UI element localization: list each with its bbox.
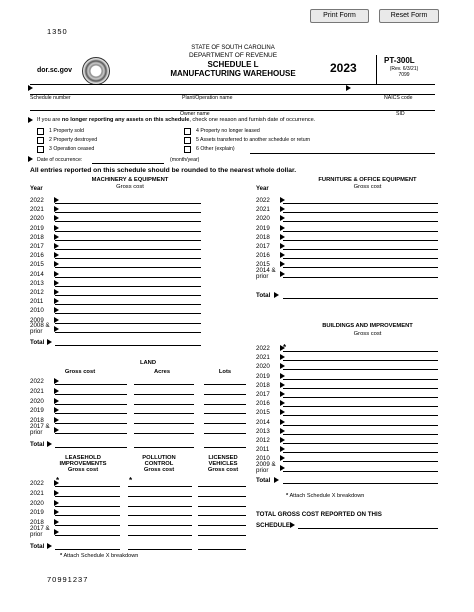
form-code: 1350 bbox=[47, 27, 68, 36]
reason-3-checkbox[interactable] bbox=[37, 146, 44, 153]
furniture-entry-field[interactable] bbox=[283, 240, 438, 241]
reason-4-label: 4 Property no longer leased bbox=[196, 128, 260, 134]
machinery-entry-field[interactable] bbox=[55, 323, 201, 324]
land-entry-field[interactable] bbox=[134, 423, 194, 424]
year-label: 2020 bbox=[30, 397, 44, 405]
leasehold-entry-field[interactable] bbox=[128, 496, 192, 497]
leasehold-entry-field[interactable] bbox=[198, 486, 246, 487]
year-label: 2013 bbox=[256, 427, 270, 435]
leasehold-entry-field[interactable] bbox=[55, 525, 120, 526]
land-title: LAND bbox=[139, 360, 157, 366]
buildings-entry-field[interactable] bbox=[283, 452, 438, 453]
machinery-entry-field[interactable] bbox=[55, 231, 201, 232]
buildings-sub: Gross cost bbox=[353, 331, 382, 337]
year-label: 2021 bbox=[30, 489, 44, 497]
year-label: 2010 bbox=[30, 307, 44, 315]
schedule-number-label: Schedule number bbox=[30, 95, 71, 101]
reason-3-label: 3 Operation ceased bbox=[49, 146, 95, 152]
total-label: Total bbox=[256, 291, 271, 299]
year-label: 2020 bbox=[30, 215, 44, 223]
leasehold-entry-field[interactable] bbox=[198, 515, 246, 516]
total-gross-label-2: SCHEDULE: bbox=[256, 522, 293, 529]
year-label: 2015 bbox=[256, 409, 270, 417]
machinery-entry-field[interactable] bbox=[55, 258, 201, 259]
furniture-entry-field[interactable] bbox=[283, 267, 438, 268]
land-total-field[interactable] bbox=[134, 447, 194, 448]
leasehold-entry-field[interactable] bbox=[55, 486, 120, 487]
year-label: 2019 bbox=[256, 372, 270, 380]
buildings-entry-field[interactable] bbox=[283, 379, 438, 380]
tax-year: 2023 bbox=[330, 61, 357, 75]
star-marker: * bbox=[129, 476, 133, 485]
machinery-sub: Gross cost bbox=[116, 184, 144, 190]
year-label: 2022 bbox=[30, 378, 44, 385]
year-label: 2018 bbox=[30, 233, 44, 241]
buildings-entry-field[interactable] bbox=[283, 406, 438, 407]
date-hint: (month/year) bbox=[170, 157, 200, 163]
year-label: 2017 & prior bbox=[30, 423, 50, 436]
land-entry-field[interactable] bbox=[55, 394, 127, 395]
year-label: 2016 bbox=[30, 252, 44, 260]
leasehold-total-field[interactable] bbox=[128, 549, 192, 550]
buildings-entry-field[interactable] bbox=[283, 351, 438, 352]
year-header: Year bbox=[30, 186, 43, 192]
total-label: Total bbox=[30, 440, 45, 448]
arrow-icon bbox=[28, 117, 33, 123]
machinery-entry-field[interactable] bbox=[55, 221, 201, 222]
land-entry-field[interactable] bbox=[204, 423, 246, 424]
arrow-icon bbox=[290, 522, 295, 528]
buildings-entry-field[interactable] bbox=[283, 461, 438, 462]
machinery-entry-field[interactable] bbox=[55, 249, 201, 250]
machinery-entry-field[interactable] bbox=[55, 267, 201, 268]
land-entry-field[interactable] bbox=[55, 423, 127, 424]
land-col-gross: Gross cost bbox=[64, 369, 96, 375]
buildings-total-field[interactable] bbox=[283, 483, 438, 484]
leasehold-entry-field[interactable] bbox=[198, 506, 246, 507]
state-name: STATE OF SOUTH CAROLINA bbox=[191, 45, 275, 51]
leasehold-entry-field[interactable] bbox=[128, 515, 192, 516]
year-label: 2012 bbox=[256, 437, 270, 444]
vehicles-title-2: VEHICLES bbox=[208, 461, 238, 467]
leasehold-entry-field[interactable] bbox=[198, 496, 246, 497]
buildings-entry-field[interactable] bbox=[283, 388, 438, 389]
furniture-entry-field[interactable] bbox=[283, 258, 438, 259]
land-col-lots: Lots bbox=[218, 369, 232, 375]
year-label: 2020 bbox=[256, 215, 270, 223]
year-label: 2018 bbox=[30, 417, 44, 425]
land-entry-field[interactable] bbox=[204, 413, 246, 414]
buildings-entry-field[interactable] bbox=[283, 397, 438, 398]
land-entry-field[interactable] bbox=[55, 404, 127, 405]
other-explain-field[interactable] bbox=[250, 153, 435, 154]
year-label: 2021 bbox=[256, 206, 270, 214]
reason-1-label: 1 Property sold bbox=[49, 128, 84, 134]
year-label: 2020 bbox=[256, 363, 270, 371]
year-label: 2015 bbox=[256, 261, 270, 269]
year-label: 2014 & prior bbox=[256, 266, 276, 280]
schedule-name: SCHEDULE L bbox=[207, 60, 259, 69]
buildings-entry-field[interactable] bbox=[283, 369, 438, 370]
star-marker: * bbox=[56, 476, 60, 485]
land-entry-field[interactable] bbox=[204, 404, 246, 405]
leasehold-entry-field[interactable] bbox=[55, 506, 120, 507]
date-field[interactable] bbox=[92, 163, 164, 164]
reasons-intro: If you are no longer reporting any assets on this schedule, check one reason and furnish date of occurrence. bbox=[37, 117, 316, 123]
year-label: 2017 bbox=[30, 243, 44, 250]
year-label: 2022 bbox=[30, 197, 44, 204]
arrow-icon bbox=[274, 292, 279, 298]
form-number: PT-300L bbox=[384, 56, 415, 65]
total-label: Total bbox=[256, 476, 271, 484]
leasehold-title: LEASEHOLD bbox=[65, 455, 101, 461]
year-label: 2019 bbox=[30, 224, 44, 232]
buildings-entry-field[interactable] bbox=[283, 360, 438, 361]
year-label: 2017 bbox=[256, 243, 270, 250]
leasehold-entry-field[interactable] bbox=[128, 525, 192, 526]
land-entry-field[interactable] bbox=[134, 404, 194, 405]
land-entry-field[interactable] bbox=[204, 394, 246, 395]
rounding-notice: All entries reported on this schedule should be rounded to the nearest whole dollar. bbox=[30, 167, 297, 174]
year-label: 2011 bbox=[256, 446, 270, 454]
land-entry-field[interactable] bbox=[55, 433, 127, 434]
arrow-icon bbox=[47, 543, 52, 549]
pollution-title-2: CONTROL bbox=[144, 461, 174, 467]
land-entry-field[interactable] bbox=[134, 394, 194, 395]
buildings-title: BUILDINGS AND IMPROVEMENT bbox=[322, 323, 413, 329]
website: dor.sc.gov bbox=[37, 67, 73, 74]
arrow-icon bbox=[274, 477, 279, 483]
year-label: 2015 bbox=[30, 261, 44, 269]
machinery-entry-field[interactable] bbox=[55, 203, 201, 204]
leasehold-entry-field[interactable] bbox=[198, 535, 246, 536]
reason-6-checkbox[interactable] bbox=[184, 146, 191, 153]
year-label: 2012 bbox=[30, 289, 44, 296]
year-label: 2022 bbox=[256, 197, 270, 204]
reset-form-button[interactable]: Reset Form bbox=[379, 9, 439, 23]
leasehold-entry-field[interactable] bbox=[128, 535, 192, 536]
pollution-title: POLLUTION bbox=[142, 455, 176, 461]
land-total-field[interactable] bbox=[204, 447, 246, 448]
machinery-entry-field[interactable] bbox=[55, 332, 201, 333]
reason-2-label: 2 Property destroyed bbox=[49, 137, 98, 143]
reason-2-checkbox[interactable] bbox=[37, 137, 44, 144]
machinery-entry-field[interactable] bbox=[55, 304, 201, 305]
furniture-entry-field[interactable] bbox=[283, 249, 438, 250]
land-entry-field[interactable] bbox=[134, 433, 194, 434]
arrow-icon bbox=[28, 85, 33, 91]
form-num: 7099 bbox=[398, 72, 410, 78]
year-label: 2018 bbox=[256, 233, 270, 241]
machinery-entry-field[interactable] bbox=[55, 313, 201, 314]
year-label: 2014 bbox=[256, 418, 270, 426]
year-label: 2018 bbox=[30, 519, 44, 527]
leasehold-entry-field[interactable] bbox=[128, 506, 192, 507]
furniture-entry-field[interactable] bbox=[283, 231, 438, 232]
year-label: 2016 bbox=[256, 252, 270, 260]
arrow-icon bbox=[28, 156, 33, 162]
year-label: 2013 bbox=[30, 279, 44, 287]
arrow-icon bbox=[47, 339, 52, 345]
leasehold-entry-field[interactable] bbox=[55, 515, 120, 516]
arrow-icon bbox=[346, 85, 351, 91]
print-form-button[interactable]: Print Form bbox=[310, 9, 369, 23]
year-label: 2017 & prior bbox=[30, 525, 50, 538]
vehicles-sub: Gross cost bbox=[207, 467, 239, 473]
total-gross-label: TOTAL GROSS COST REPORTED ON THIS bbox=[256, 511, 382, 518]
year-header: Year bbox=[256, 186, 269, 192]
naics-label: NAICS code bbox=[384, 95, 413, 101]
buildings-entry-field[interactable] bbox=[283, 471, 438, 472]
year-label: 2020 bbox=[30, 499, 44, 507]
sid-label: SID bbox=[396, 111, 405, 117]
reason-1-checkbox[interactable] bbox=[37, 128, 44, 135]
buildings-entry-field[interactable] bbox=[283, 415, 438, 416]
furniture-entry-field[interactable] bbox=[283, 277, 438, 278]
furniture-entry-field[interactable] bbox=[283, 221, 438, 222]
owner-label: Owner name bbox=[180, 111, 210, 117]
buildings-entry-field[interactable] bbox=[283, 425, 438, 426]
reason-4-checkbox[interactable] bbox=[184, 128, 191, 135]
attach-note-right: * Attach Schedule X breakdown bbox=[286, 493, 365, 499]
total-label: Total bbox=[30, 339, 45, 346]
year-label: 2010 bbox=[256, 455, 270, 463]
furniture-entry-field[interactable] bbox=[283, 212, 438, 213]
furniture-entry-field[interactable] bbox=[283, 203, 438, 204]
star-marker: * bbox=[283, 343, 287, 352]
year-label: 2021 bbox=[30, 206, 44, 214]
year-label: 2016 bbox=[256, 400, 270, 408]
year-label: 2014 bbox=[30, 270, 44, 278]
year-label: 2017 bbox=[256, 391, 270, 398]
machinery-title: MACHINERY & EQUIPMENT bbox=[91, 177, 169, 183]
year-label: 2021 bbox=[30, 387, 44, 395]
furniture-sub: Gross cost bbox=[353, 184, 382, 190]
pollution-sub: Gross cost bbox=[143, 467, 175, 473]
leasehold-entry-field[interactable] bbox=[55, 535, 120, 536]
land-col-acres: Acres bbox=[153, 369, 171, 375]
year-label: 2009 bbox=[30, 316, 44, 324]
machinery-entry-field[interactable] bbox=[55, 277, 201, 278]
land-entry-field[interactable] bbox=[134, 413, 194, 414]
machinery-entry-field[interactable] bbox=[55, 240, 201, 241]
machinery-entry-field[interactable] bbox=[55, 295, 201, 296]
furniture-title: FURNITURE & OFFICE EQUIPMENT bbox=[318, 177, 417, 183]
machinery-entry-field[interactable] bbox=[55, 212, 201, 213]
leasehold-entry-field[interactable] bbox=[128, 486, 192, 487]
revision: (Rev. 6/3/21) bbox=[389, 66, 419, 72]
year-label: 2009 & prior bbox=[256, 460, 276, 474]
form-title: MANUFACTURING WAREHOUSE bbox=[170, 69, 296, 78]
leasehold-total-field[interactable] bbox=[198, 549, 246, 550]
land-entry-field[interactable] bbox=[55, 384, 127, 385]
leasehold-entry-field[interactable] bbox=[198, 525, 246, 526]
leasehold-title-2: IMPROVEMENTS bbox=[59, 461, 107, 467]
year-label: 2011 bbox=[30, 298, 44, 306]
year-label: 2022 bbox=[30, 480, 44, 487]
year-label: 2022 bbox=[256, 345, 270, 352]
machinery-total-field[interactable] bbox=[55, 345, 201, 346]
vehicles-title: LICENSED bbox=[208, 455, 238, 461]
land-total-field[interactable] bbox=[55, 447, 127, 448]
leasehold-total-field[interactable] bbox=[55, 549, 120, 550]
reason-5-label: 5 Assets transferred to another schedule or return bbox=[196, 137, 311, 143]
attach-note-left: * Attach Schedule X breakdown bbox=[60, 553, 139, 559]
machinery-entry-field[interactable] bbox=[55, 286, 201, 287]
land-entry-field[interactable] bbox=[204, 384, 246, 385]
date-label: Date of occurrence: bbox=[37, 157, 83, 163]
footer-code: 70991237 bbox=[47, 575, 89, 584]
leasehold-entry-field[interactable] bbox=[55, 496, 120, 497]
year-label: 2018 bbox=[256, 381, 270, 389]
year-label: 2019 bbox=[30, 407, 44, 415]
plant-label: Plant/Operation name bbox=[182, 95, 233, 101]
total-label: Total bbox=[30, 542, 45, 550]
reason-6-label: 6 Other (explain) bbox=[196, 146, 235, 152]
land-entry-field[interactable] bbox=[55, 413, 127, 414]
arrow-icon bbox=[47, 441, 52, 447]
department: DEPARTMENT OF REVENUE bbox=[188, 52, 278, 59]
year-label: 2021 bbox=[256, 354, 270, 362]
buildings-entry-field[interactable] bbox=[283, 443, 438, 444]
year-label: 2008 & prior bbox=[30, 321, 50, 335]
furniture-total-field[interactable] bbox=[283, 298, 438, 299]
reason-5-checkbox[interactable] bbox=[184, 137, 191, 144]
buildings-entry-field[interactable] bbox=[283, 434, 438, 435]
year-label: 2019 bbox=[30, 509, 44, 517]
total-gross-field[interactable] bbox=[298, 528, 438, 529]
land-entry-field[interactable] bbox=[204, 433, 246, 434]
year-label: 2019 bbox=[256, 224, 270, 232]
land-entry-field[interactable] bbox=[134, 384, 194, 385]
leasehold-sub: Gross cost bbox=[67, 467, 99, 473]
state-seal bbox=[82, 57, 110, 85]
